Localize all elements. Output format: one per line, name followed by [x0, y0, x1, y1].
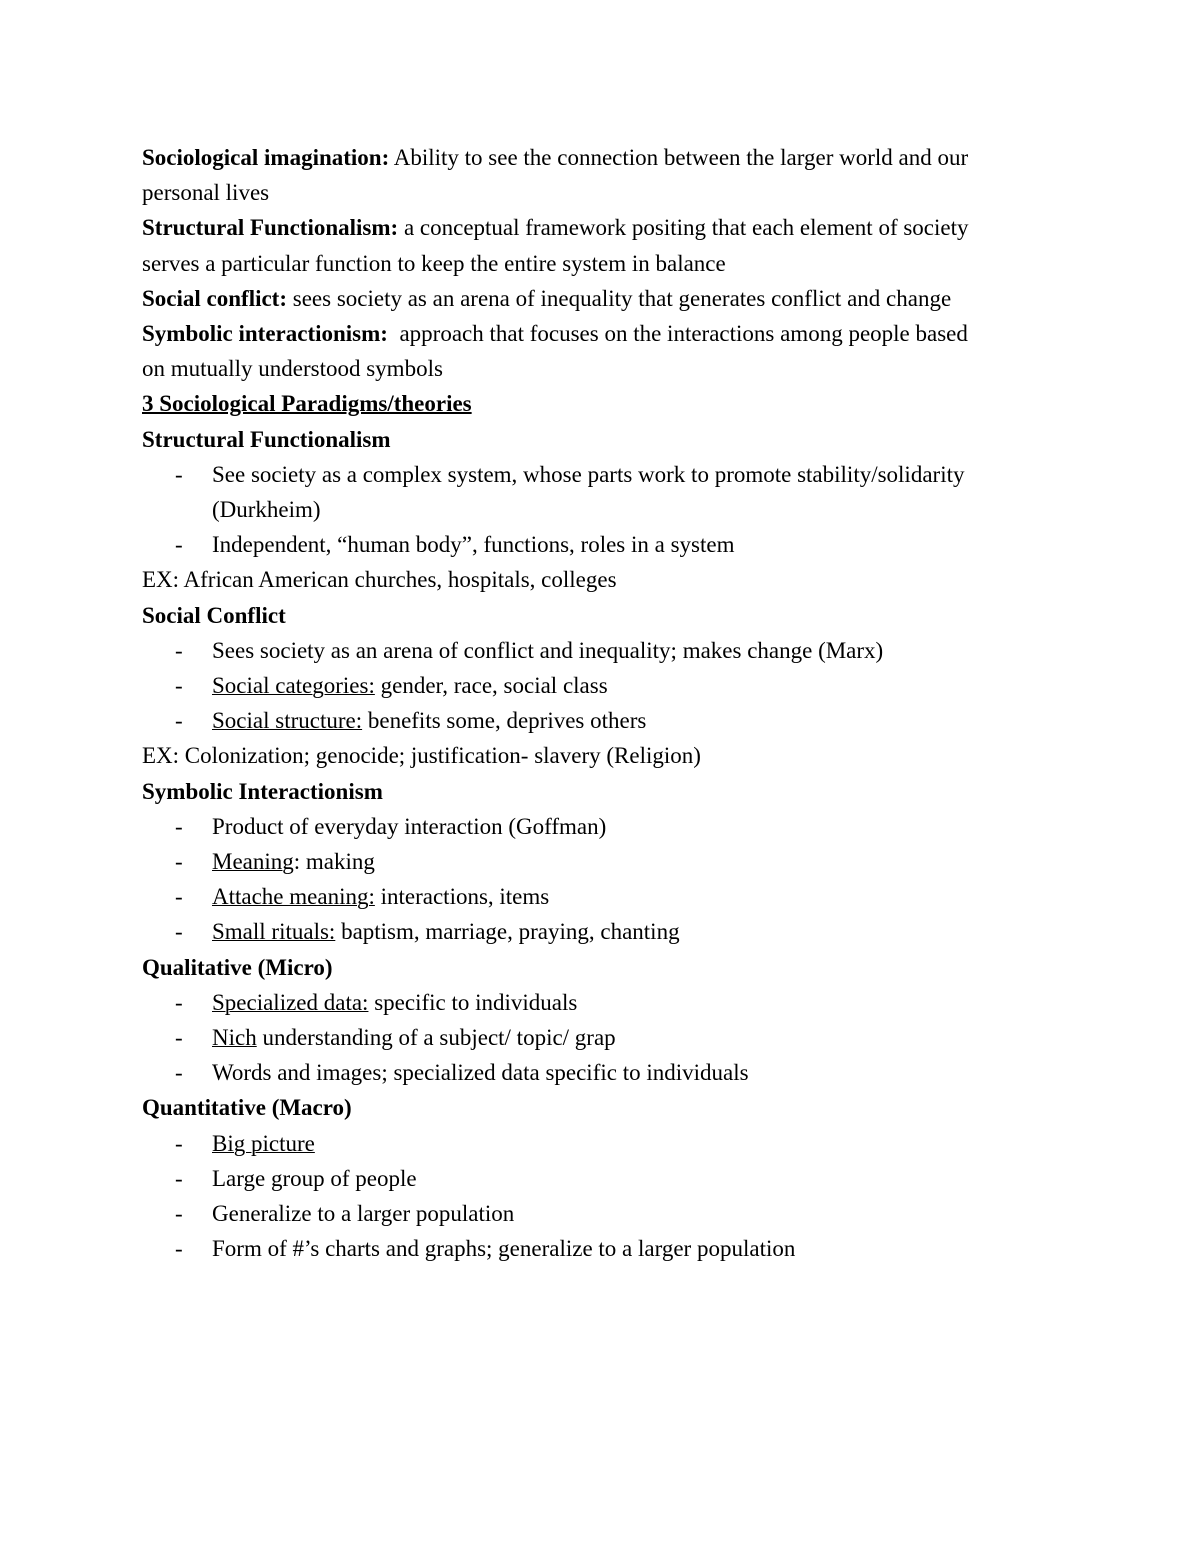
definition-continuation: personal lives [142, 180, 270, 206]
list-item [142, 844, 1072, 879]
list-item-text: Generalize to a larger population [212, 1201, 515, 1227]
list-item-underlined-term: Social categories: [212, 673, 375, 699]
bullet-dash: - [175, 1025, 183, 1051]
list-item [142, 633, 1072, 668]
definition-social-conflict [142, 281, 1072, 316]
bullet-dash: - [175, 637, 183, 663]
list-item-text: Product of everyday interaction (Goffman) [212, 813, 607, 839]
list-item-text: Words and images; specialized data specific to individuals [212, 1060, 749, 1086]
bullet-dash: - [175, 989, 183, 1015]
list-item [142, 703, 1072, 738]
symbolic-heading-text: Symbolic Interactionism [142, 778, 383, 804]
example-line: EX: Colonization; genocide; justification- slavery (Religion) [142, 743, 701, 769]
bullet-dash: - [175, 461, 183, 487]
section-heading-paradigms [142, 386, 1072, 421]
list-item [142, 668, 1072, 703]
list-item-text: gender, race, social class [374, 673, 608, 699]
list-item [142, 879, 1072, 914]
list-item-underlined-term: Attache meaning: [212, 884, 375, 910]
section-heading-conflict [142, 598, 1072, 633]
definition-continuation: serves a particular function to keep the entire system in balance [142, 250, 726, 276]
list-item-text: specific to individuals [368, 989, 578, 1015]
list-item-text: understanding of a subject/ topic/ grap [256, 1025, 616, 1051]
section-heading-quantitative [142, 1090, 1072, 1125]
list-item [142, 457, 1072, 527]
list-item [142, 1196, 1072, 1231]
list-item [142, 1055, 1072, 1090]
quantitative-heading-text: Quantitative (Macro) [142, 1095, 352, 1121]
definition-symbolic-interactionism [142, 316, 1072, 351]
list-item-text: See society as a complex system, whose parts work to promote stability/solidarity [212, 461, 965, 487]
list-item [142, 914, 1072, 949]
list-item-text: baptism, marriage, praying, chanting [335, 919, 680, 945]
document-page [142, 140, 1072, 1267]
list-item [142, 1020, 1072, 1055]
example-line: EX: African American churches, hospitals, colleges [142, 567, 617, 593]
section-heading-symbolic [142, 774, 1072, 809]
qualitative-heading-text: Qualitative (Micro) [142, 954, 333, 980]
definition-structural-functionalism [142, 210, 1072, 245]
list-item-text: Large group of people [212, 1165, 417, 1191]
definition-term: Social conflict: [142, 285, 287, 311]
list-item [142, 809, 1072, 844]
list-item-underlined-term: Big picture [212, 1130, 315, 1156]
bullet-dash: - [175, 532, 183, 558]
list-item [142, 1231, 1072, 1266]
definition-text: a conceptual framework positing that each element of society [398, 215, 969, 241]
list-item-text: Sees society as an arena of conflict and inequality; makes change (Marx) [212, 637, 884, 663]
bullet-dash: - [175, 813, 183, 839]
definition-term: Structural Functionalism: [142, 215, 399, 241]
definition-sociological-imagination [142, 140, 1072, 175]
bullet-dash: - [175, 1060, 183, 1086]
section-heading-qualitative [142, 950, 1072, 985]
list-item [142, 1126, 1072, 1161]
list-item-text-continuation: (Durkheim) [212, 497, 321, 523]
list-item-underlined-term: Small rituals: [212, 919, 336, 945]
section-heading-structural [142, 422, 1072, 457]
list-item [142, 985, 1072, 1020]
bullet-dash: - [175, 708, 183, 734]
definition-text: sees society as an arena of inequality that generates conflict and change [287, 285, 952, 311]
list-item-underlined-term: Nich [212, 1025, 257, 1051]
bullet-dash: - [175, 1236, 183, 1262]
list-item-text: Form of #’s charts and graphs; generalize to a larger population [212, 1236, 796, 1262]
list-item [142, 527, 1072, 562]
bullet-dash: - [175, 919, 183, 945]
definition-text: approach that focuses on the interactions among people based [387, 321, 968, 347]
bullet-dash: - [175, 673, 183, 699]
list-item-text: interactions, items [374, 884, 550, 910]
bullet-dash: - [175, 849, 183, 875]
definition-continuation: on mutually understood symbols [142, 356, 443, 382]
bullet-dash: - [175, 1165, 183, 1191]
list-item-text: Independent, “human body”, functions, roles in a system [212, 532, 735, 558]
bullet-dash: - [175, 884, 183, 910]
bullet-dash: - [175, 1130, 183, 1156]
definition-term: Symbolic interactionism: [142, 321, 388, 347]
list-item-text: benefits some, deprives others [362, 708, 647, 734]
list-item-underlined-term: Social structure: [212, 708, 363, 734]
definition-text: Ability to see the connection between the larger world and our [389, 145, 969, 170]
list-item-underlined-term: Specialized data: [212, 989, 369, 1015]
structural-heading-text: Structural Functionalism [142, 426, 391, 452]
list-item [142, 1161, 1072, 1196]
conflict-heading-text: Social Conflict [142, 602, 286, 628]
list-item-underlined-term: Meaning [212, 849, 294, 875]
paradigms-heading-text: 3 Sociological Paradigms/theories [142, 391, 472, 417]
bullet-dash: - [175, 1201, 183, 1227]
list-item-text: : making [293, 849, 375, 875]
definition-term: Sociological imagination: [142, 145, 390, 170]
